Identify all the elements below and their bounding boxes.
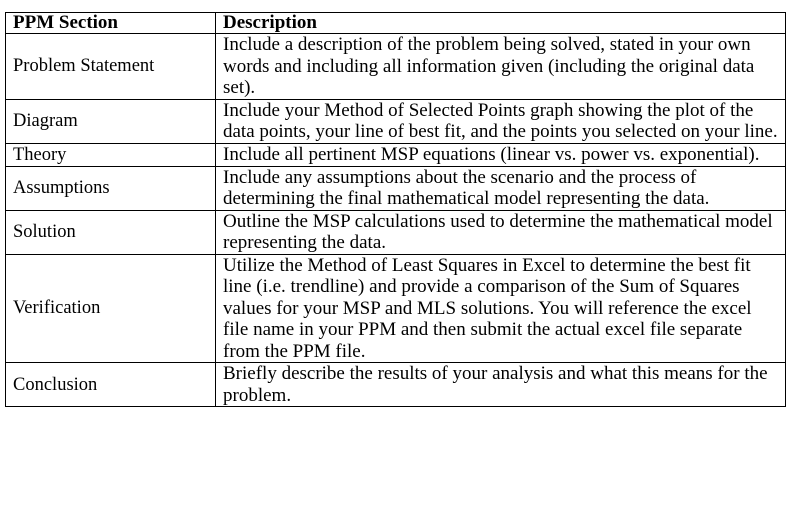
description-cell: Utilize the Method of Least Squares in Excel to determine the best fit line (i.e. trendline) and provide a comparison of the Sum of Squares values for your MSP and MLS solutions. You will reference the excel file name in your PPM and then submit the actual excel file separate from the PPM file. — [216, 254, 786, 363]
section-cell: Diagram — [6, 99, 216, 143]
description-cell: Include any assumptions about the scenario and the process of determining the final mathematical model representing the data. — [216, 166, 786, 210]
description-cell: Outline the MSP calculations used to determine the mathematical model representing the data. — [216, 210, 786, 254]
table-row — [6, 34, 786, 100]
section-cell: Conclusion — [6, 363, 216, 407]
description-cell: Briefly describe the results of your analysis and what this means for the problem. — [216, 363, 786, 407]
section-cell: Verification — [6, 254, 216, 363]
section-cell: Assumptions — [6, 166, 216, 210]
description-cell: Include a description of the problem being solved, stated in your own words and including all information given (including the original data set). — [216, 34, 786, 100]
description-cell: Include all pertinent MSP equations (linear vs. power vs. exponential). — [216, 143, 786, 166]
table-header-row — [6, 13, 786, 34]
header-ppm-section: PPM Section — [6, 13, 216, 34]
section-cell: Theory — [6, 143, 216, 166]
ppm-sections-table — [5, 12, 786, 407]
table-row — [6, 210, 786, 254]
table-row — [6, 363, 786, 407]
table-row — [6, 166, 786, 210]
table-row — [6, 99, 786, 143]
section-cell: Solution — [6, 210, 216, 254]
table-row — [6, 143, 786, 166]
table-row — [6, 254, 786, 363]
section-cell: Problem Statement — [6, 34, 216, 100]
header-description: Description — [216, 13, 786, 34]
description-cell: Include your Method of Selected Points graph showing the plot of the data points, your line of best fit, and the points you selected on your line. — [216, 99, 786, 143]
